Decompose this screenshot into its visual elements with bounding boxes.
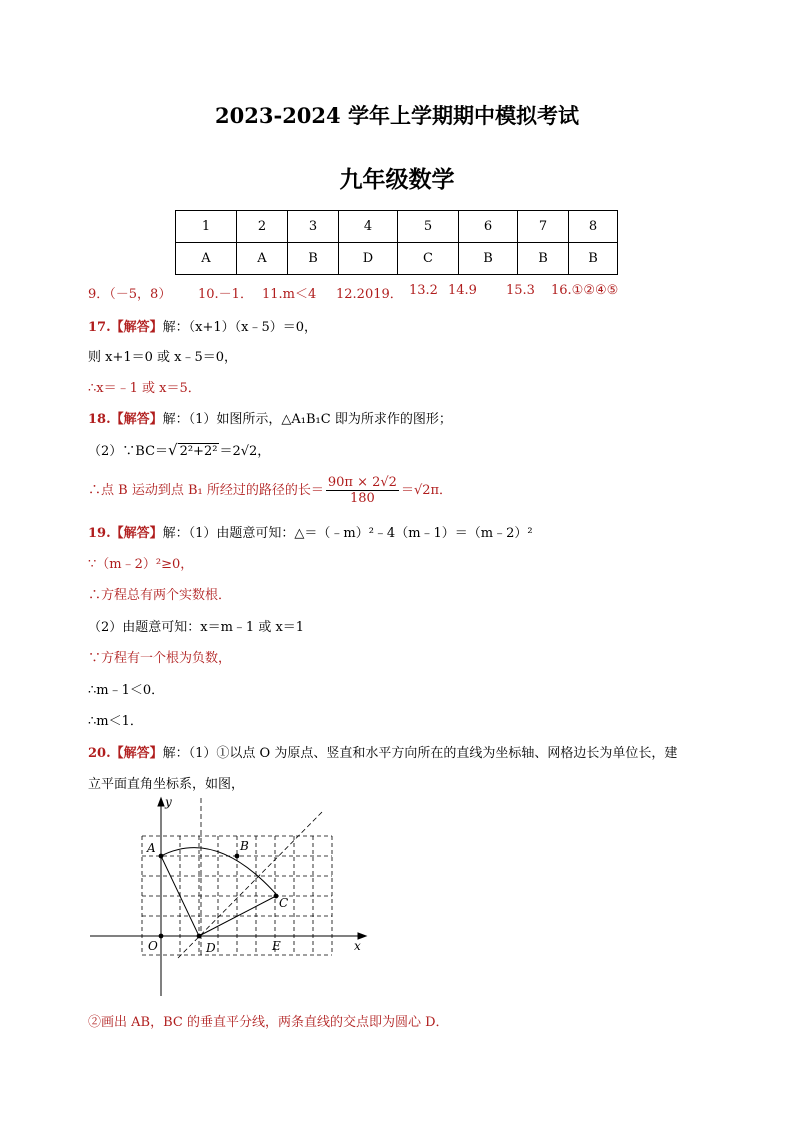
answer-table-answer-row <box>176 243 618 275</box>
table-cell: C <box>398 243 459 275</box>
q17-line1 <box>88 316 317 335</box>
label-y: y <box>165 795 172 809</box>
table-cell: B <box>459 243 518 275</box>
q18-line3-prefix: ∴点 B 运动到点 B₁ 所经过的路径的长＝ <box>88 483 324 498</box>
label-o: O <box>148 939 158 953</box>
table-cell: 4 <box>339 211 398 243</box>
table-cell: B <box>288 243 339 275</box>
q20-text: 解：（1）①以点 O 为原点、竖直和水平方向所在的直线为坐标轴、网格边长为单位长，建 <box>162 746 678 761</box>
point-d <box>197 934 202 939</box>
label-b: B <box>240 839 249 853</box>
q18-head: 18.【解答】 <box>88 412 163 427</box>
y-axis-arrow <box>158 798 164 806</box>
q18-text: 解：（1）如图所示，△A₁B₁C 即为所求作的图形； <box>162 412 452 427</box>
q18-line2 <box>88 440 270 459</box>
fraction-numerator: 90π × 2√2 <box>327 475 397 490</box>
table-cell: 3 <box>288 211 339 243</box>
q19-text: 解：（1）由题意可知：△＝（﹣m）²﹣4（m﹣1）＝（m﹣2）² <box>162 526 533 541</box>
coordinate-figure <box>86 792 376 1000</box>
point-c <box>274 894 279 899</box>
table-cell: D <box>339 243 398 275</box>
label-e: E <box>272 939 281 953</box>
table-cell: 8 <box>569 211 618 243</box>
point-b <box>235 854 240 859</box>
q19-line4: （2）由题意可知：x＝m﹣1 或 x＝1 <box>88 620 305 635</box>
labels <box>146 795 361 955</box>
q20-line3: ②画出 AB，BC 的垂直平分线，两条直线的交点即为圆心 D． <box>88 1015 449 1030</box>
q19-line6: ∴m﹣1＜0． <box>88 683 165 698</box>
q18-fraction <box>326 475 399 506</box>
answer-table-number-row <box>176 211 618 243</box>
sqrt-sign: √ <box>168 441 178 459</box>
q19-line7: ∴m＜1． <box>88 714 143 729</box>
answer-q11: 11.m＜4 <box>262 287 317 302</box>
axes <box>90 798 366 996</box>
table-cell: 5 <box>398 211 459 243</box>
table-cell: B <box>569 243 618 275</box>
page-subtitle: 九年级数学 <box>339 166 455 193</box>
table-cell: 7 <box>518 211 569 243</box>
arc <box>161 848 276 894</box>
table-cell: A <box>237 243 288 275</box>
q17-line3: ∴x＝﹣1 或 x＝5． <box>88 381 201 396</box>
q20-line1 <box>88 742 677 761</box>
table-cell: 2 <box>237 211 288 243</box>
answer-q14: 14.9 <box>448 283 477 298</box>
q18-radicand: 2²+2² <box>179 444 218 459</box>
label-x: x <box>354 939 361 953</box>
q17-text: 解：（x+1）（x﹣5）＝0， <box>162 320 317 335</box>
q19-head: 19.【解答】 <box>88 526 163 541</box>
answer-table <box>175 210 618 275</box>
point-a <box>159 854 164 859</box>
label-d: D <box>206 941 216 955</box>
q17-head: 17.【解答】 <box>88 320 163 335</box>
label-a: A <box>147 841 156 855</box>
answer-q15: 15.3 <box>506 283 535 298</box>
table-cell: B <box>518 243 569 275</box>
answer-q16: 16.①②④⑤ <box>551 283 619 298</box>
q18-line3 <box>88 475 452 506</box>
q18-line2-prefix: （2）∵BC＝ <box>88 444 169 459</box>
q19-line2: ∵（m﹣2）²≥0， <box>88 557 194 572</box>
q18-line1 <box>88 408 452 427</box>
answer-q9: 9．（－5，8） <box>88 287 172 302</box>
answer-q10: 10.－1． <box>198 287 253 302</box>
q20-line2: 立平面直角坐标系，如图， <box>88 777 245 792</box>
q18-line3-result: ＝√2π． <box>400 483 453 498</box>
q19-line1 <box>88 522 533 541</box>
answer-q12: 12.2019． <box>336 287 403 302</box>
table-cell: 6 <box>459 211 518 243</box>
page-title: 2023-2024 学年上学期期中模拟考试 <box>215 103 579 128</box>
q19-line5: ∵方程有一个根为负数， <box>88 651 232 666</box>
q20-head: 20.【解答】 <box>88 746 163 761</box>
answer-q13: 13.2 <box>409 283 438 298</box>
label-c: C <box>279 896 289 910</box>
q17-line2: 则 x+1＝0 或 x﹣5＝0， <box>88 350 238 365</box>
q18-line2-result: ＝2√2， <box>219 444 271 459</box>
q19-line3: ∴方程总有两个实数根． <box>88 588 232 603</box>
table-cell: A <box>176 243 237 275</box>
table-cell: 1 <box>176 211 237 243</box>
point-o <box>159 934 164 939</box>
fraction-denominator: 180 <box>349 491 375 506</box>
